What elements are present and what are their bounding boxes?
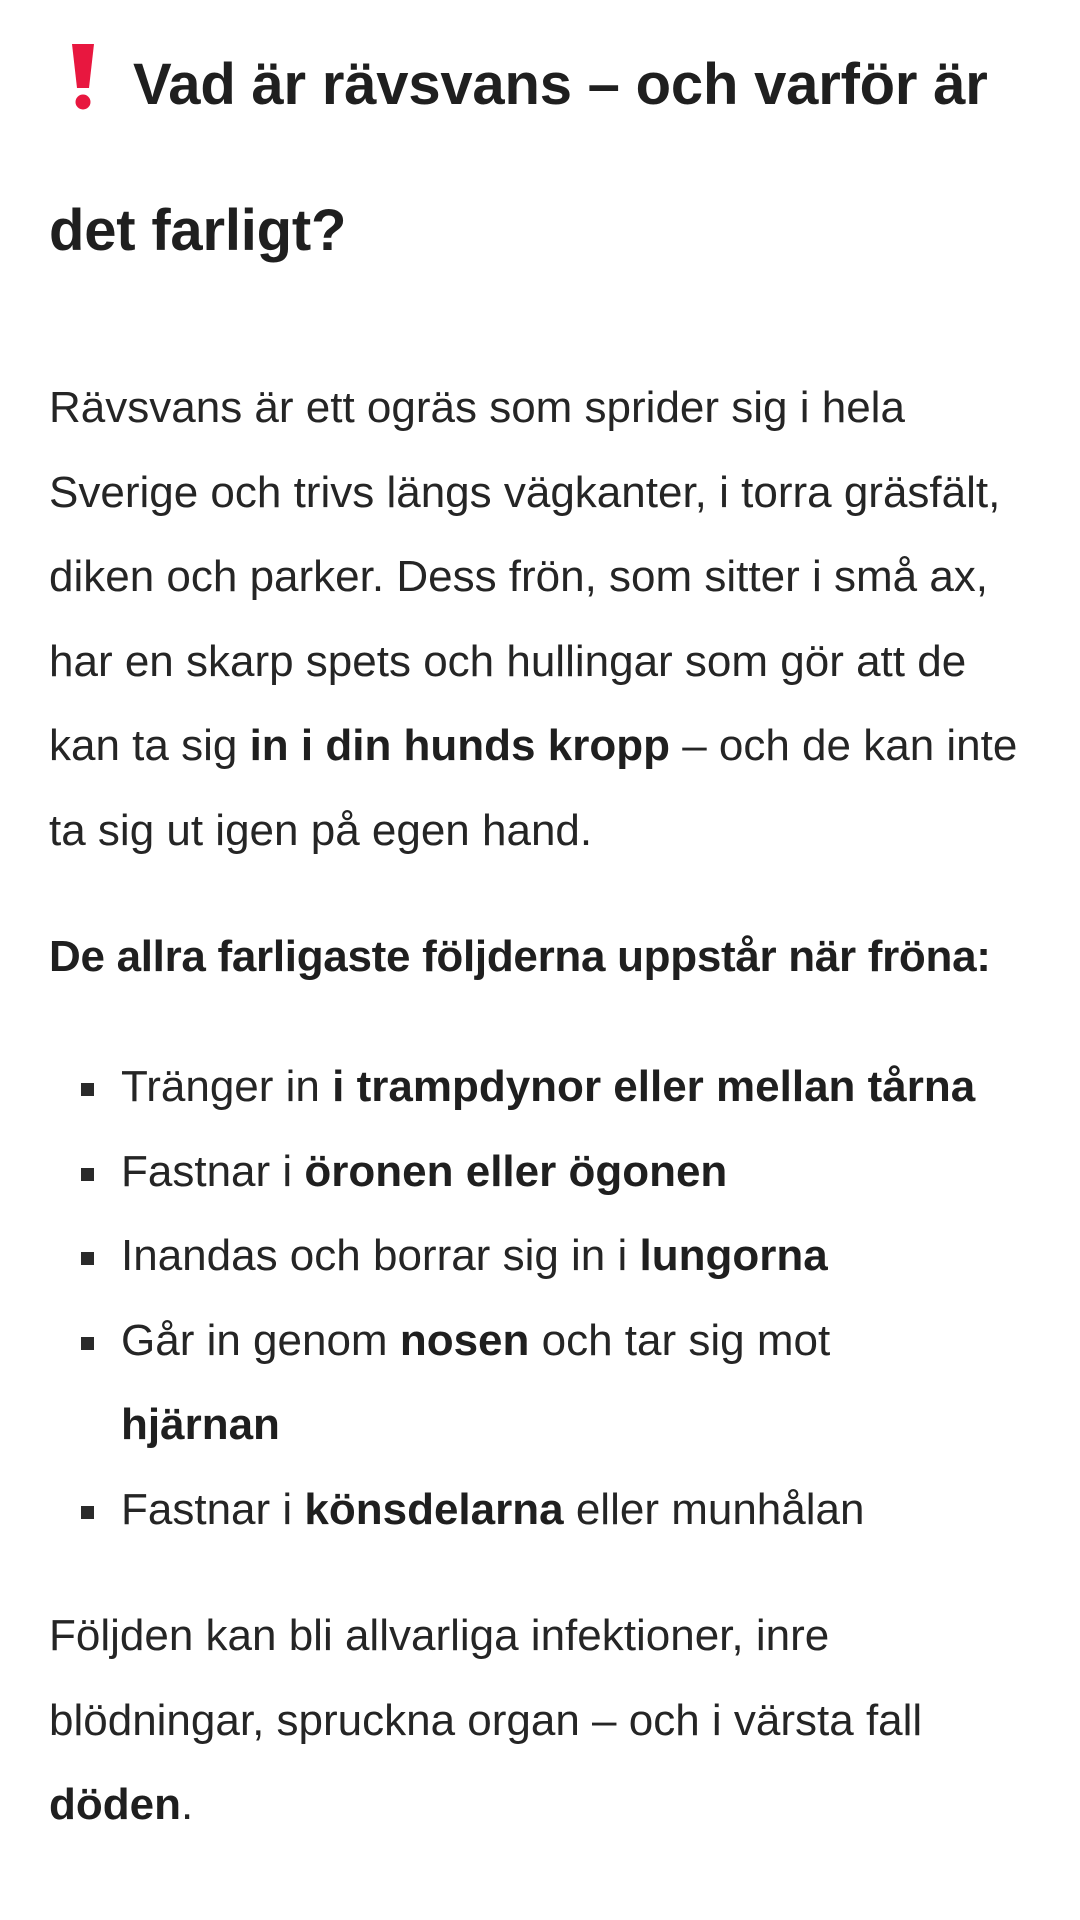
list-item — [121, 1214, 1031, 1299]
list-item-bold: i trampdynor eller mellan tårna — [332, 1062, 976, 1111]
intro-paragraph — [49, 366, 1031, 873]
outro-paragraph — [49, 1594, 1031, 1848]
heading-line-1: Vad är rävsvans – och varför är — [133, 52, 988, 117]
list-item-text: och tar sig mot — [529, 1315, 831, 1365]
bullet-square-icon — [81, 1168, 94, 1181]
list-item-bold: hjärnan — [121, 1400, 280, 1449]
intro-bold: in i din hunds kropp — [249, 721, 670, 770]
heading-line-2: det farligt? — [49, 198, 347, 263]
list-item — [121, 1045, 1031, 1130]
consequence-list — [49, 1045, 1031, 1552]
intro-text-after: – och de kan inte ta sig ut igen på egen hand. — [49, 721, 1018, 855]
outro-text-after: . — [180, 1780, 194, 1829]
list-item-text: Går in genom — [121, 1315, 400, 1365]
bullet-square-icon — [81, 1083, 94, 1096]
bullet-square-icon — [81, 1252, 94, 1265]
bullet-square-icon — [81, 1337, 94, 1350]
list-item — [121, 1299, 1031, 1468]
list-item-text: Fastnar i — [121, 1146, 305, 1196]
list-item-bold: lungorna — [639, 1231, 828, 1280]
outro-bold: döden — [49, 1780, 181, 1829]
list-item-bold: nosen — [399, 1315, 530, 1365]
list-item-text: eller munhålan — [563, 1484, 865, 1534]
list-item-bold: öronen eller ögonen — [304, 1146, 728, 1196]
list-item-bold: könsdelarna — [304, 1484, 564, 1534]
outro-text: Följden kan bli allvarliga infektioner, inre blödningar, spruckna organ – och i värsta fall — [49, 1611, 923, 1745]
red-exclamation-icon — [69, 42, 97, 110]
list-item — [121, 1468, 1031, 1553]
intro-text: Rävsvans är ett ogräs som sprider sig i hela Sverige och trivs längs vägkanter, i torra gräsfält, diken och parker. Dess frön, som sitter i små ax, har en skarp spets och hullingar som gör att de kan ta sig — [49, 383, 1001, 770]
bullet-square-icon — [81, 1506, 94, 1519]
list-item — [121, 1130, 1031, 1215]
list-intro-heading: De allra farligaste följderna uppstår när fröna: — [49, 932, 991, 981]
section-heading — [49, 0, 1031, 304]
list-item-text: Inandas och borrar sig in i — [121, 1231, 640, 1280]
list-item-text: Tränger in — [121, 1062, 333, 1111]
list-item-text: Fastnar i — [121, 1484, 305, 1534]
